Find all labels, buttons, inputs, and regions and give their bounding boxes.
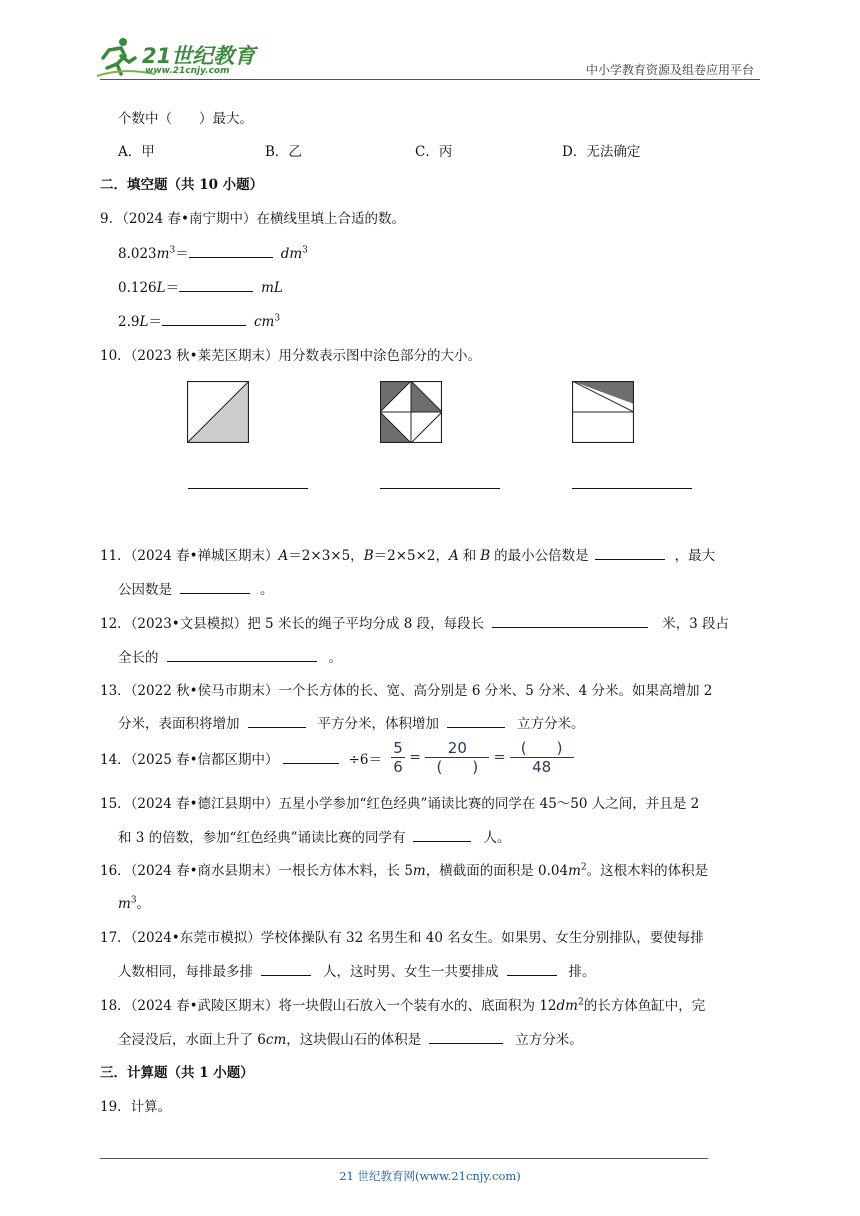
q16-line-1 xyxy=(100,859,708,879)
q18-unit-cm: cm xyxy=(265,1032,287,1048)
q9-r1-unit: m xyxy=(156,246,170,262)
q12-line-2 xyxy=(118,646,342,666)
q9-r3-eq: ＝ xyxy=(148,314,162,330)
q17-line-2 xyxy=(118,960,596,980)
q17-text-a: 人数相同，每排最多排 xyxy=(118,964,253,980)
q15-blank xyxy=(413,828,471,842)
q16-sup-3: 3 xyxy=(130,895,137,906)
q11-lcm-text: 的最小公倍数是 xyxy=(494,548,589,564)
section-2-title: 二．填空题（共 10 小题） xyxy=(100,177,264,193)
q11-lcm-blank xyxy=(595,546,665,560)
q16-unit-m2: m xyxy=(568,863,581,879)
q9-row-3 xyxy=(118,310,280,330)
q8-option-a: A．甲 xyxy=(118,144,155,160)
q15-line-2 xyxy=(118,826,510,846)
q10-answer-line-1 xyxy=(188,488,308,489)
q11-b-expr: ＝2×5×2， xyxy=(373,548,449,564)
q18-unit-dm: dm xyxy=(556,998,578,1014)
q8-option-b: B．乙 xyxy=(265,144,302,160)
q12-blank-2 xyxy=(167,648,317,662)
q14-frac-3 xyxy=(510,739,574,776)
q13-text-b: 平方分米，体积增加 xyxy=(317,716,439,732)
q9-r3-value: 2.9 xyxy=(118,314,140,330)
q9-r3-blank xyxy=(162,312,246,326)
q9-r1-eq: ＝ xyxy=(175,246,189,262)
q14-frac-2 xyxy=(425,739,489,776)
q18-text-e: 立方分米。 xyxy=(515,1032,583,1048)
q14-frac-2-den: ( ) xyxy=(436,758,479,776)
q14-line xyxy=(100,748,382,768)
q13-line-1: 13．（2022 秋•侯马市期末）一个长方体的长、宽、高分别是 6 分米、5 分米、4 分米。如果高增加 2 xyxy=(100,683,713,699)
q18-line-2 xyxy=(118,1028,583,1048)
q16-unit-m3: m xyxy=(118,896,131,912)
q15-text: 和 3 的倍数，参加“红色经典”诵读比赛的同学有 xyxy=(118,830,406,846)
q14-source: 14．（2025 春•信都区期中） xyxy=(100,752,279,768)
q14-frac-3-num: ( ) xyxy=(520,739,563,757)
q16-text-c: 。这根木料的体积是 xyxy=(586,863,709,879)
q18-text-a: 18．（2024 春•武陵区期末）将一块假山石放入一个装有水的、底面积为 12 xyxy=(100,998,557,1014)
q13-text-a: 分米，表面积将增加 xyxy=(118,716,240,732)
q10-figure-1 xyxy=(187,381,249,443)
q18-text-d: ，这块假山石的体积是 xyxy=(286,1032,422,1048)
section-3-title: 三．计算题（共 1 小题） xyxy=(100,1065,254,1081)
q16-text-b: ，横截面的面积是 0.04 xyxy=(425,863,569,879)
q9-stem: 9．（2024 春•南宁期中）在横线里填上合适的数。 xyxy=(100,211,405,227)
q17-blank-2 xyxy=(507,962,557,976)
q17-text-c: 排。 xyxy=(568,964,596,980)
q8-line: 个数中（ ）最大。 xyxy=(118,111,253,127)
q9-r2-unit-right: mL xyxy=(261,280,283,296)
q9-r2-eq: ＝ xyxy=(165,280,180,296)
q9-r3-unit: L xyxy=(139,314,149,330)
q14-eq-1: = xyxy=(409,749,422,766)
header-divider xyxy=(100,79,760,80)
q12-text: 12．（2023•文县模拟）把 5 米长的绳子平均分成 8 段，每段长 xyxy=(100,616,485,632)
q11-and: 和 xyxy=(462,548,477,564)
q12-end: 。 xyxy=(328,650,342,666)
q9-r1-unit-right: dm xyxy=(280,246,303,262)
q9-row-1 xyxy=(118,242,308,262)
q12-line-1 xyxy=(100,612,729,632)
q12-tail: 米，3 段占 xyxy=(662,616,729,632)
q11-line-2 xyxy=(118,578,274,598)
q10-answer-line-3 xyxy=(572,488,692,489)
q14-blank xyxy=(283,750,339,764)
q9-r1-sup: 3 xyxy=(169,245,176,256)
q11-var-a: A xyxy=(278,548,289,564)
q11-var-b-2: B xyxy=(480,548,491,564)
q11-tail: ，最大 xyxy=(674,548,716,564)
q11-a-expr: ＝2×3×5， xyxy=(288,548,364,564)
q10-figure-3 xyxy=(572,381,634,443)
q11-gcd-text: 公因数是 xyxy=(118,582,172,598)
logo-url: www.21cnjy.com xyxy=(145,66,230,76)
q16-line-2 xyxy=(118,892,150,912)
q13-blank-2 xyxy=(447,714,505,728)
q16-unit-m: m xyxy=(412,863,426,879)
q11-var-a-2: A xyxy=(449,548,459,564)
q16-sup-2: 2 xyxy=(580,862,587,873)
q18-text-c: 全浸没后，水面上升了 6 xyxy=(118,1032,266,1048)
q10-stem: 10．（2023 秋•莱芜区期末）用分数表示图中涂色部分的大小。 xyxy=(100,348,482,364)
footer-link[interactable]: 21 世纪教育网(www.21cnjy.com) xyxy=(339,1169,521,1183)
q11-var-b: B xyxy=(363,548,374,564)
q9-r3-unit-right: cm xyxy=(253,314,275,330)
q14-eq-2: = xyxy=(493,749,506,766)
q16-text-a: 16．（2024 春•商水县期末）一根长方体木料，长 5 xyxy=(100,863,413,879)
q12-blank-1 xyxy=(492,614,648,628)
header-platform-text: 中小学教育资源及组卷应用平台 xyxy=(585,63,754,77)
q9-r2-blank xyxy=(179,278,253,292)
q9-r1-blank xyxy=(189,244,273,258)
q13-blank-1 xyxy=(248,714,306,728)
q14-fractions xyxy=(391,739,574,776)
q14-frac-1 xyxy=(391,739,405,776)
q9-r2-unit: L xyxy=(156,280,166,296)
q19-stem: 19．计算。 xyxy=(100,1099,172,1115)
q18-text-b: 的长方体鱼缸中，完 xyxy=(583,998,706,1014)
q15-line-1: 15．（2024 春•德江县期中）五星小学参加“红色经典”诵读比赛的同学在 45～50 人之间，并且是 2 xyxy=(100,796,700,812)
q18-blank xyxy=(429,1030,503,1044)
q11-gcd-blank xyxy=(180,580,250,594)
q9-r3-sup-right: 3 xyxy=(274,313,281,324)
q10-figure-2 xyxy=(380,381,442,443)
q11-source: 11．（2024 春•禅城区期末） xyxy=(100,548,279,564)
q18-line-1 xyxy=(100,994,705,1014)
q13-line-2 xyxy=(118,712,585,732)
q8-option-d: D．无法确定 xyxy=(562,144,641,160)
q14-frac-1-num: 5 xyxy=(393,739,403,757)
q18-sup-2: 2 xyxy=(577,997,584,1008)
q14-div: ÷6＝ xyxy=(348,752,382,768)
q11-end: 。 xyxy=(260,582,274,598)
q14-frac-1-den: 6 xyxy=(393,758,403,776)
q17-blank-1 xyxy=(261,962,311,976)
q16-end: 。 xyxy=(136,896,151,912)
q9-r1-value: 8.023 xyxy=(118,246,157,262)
q12-text-2: 全长的 xyxy=(118,650,159,666)
q9-r2-value: 0.126 xyxy=(118,280,157,296)
q17-line-1: 17．（2024•东莞市模拟）学校体操队有 32 名男生和 40 名女生。如果男、女生分别排队，要使每排 xyxy=(100,930,704,946)
q8-option-c: C．丙 xyxy=(415,144,453,160)
q9-r1-sup-right: 3 xyxy=(302,245,308,256)
q13-text-c: 立方分米。 xyxy=(517,716,585,732)
q17-text-b: 人，这时男、女生一共要排成 xyxy=(323,964,499,980)
q14-frac-3-den: 48 xyxy=(532,758,552,776)
q11-line-1 xyxy=(100,544,715,564)
logo-text: 21世纪教育 xyxy=(142,44,256,68)
q14-frac-2-num: 20 xyxy=(447,739,467,757)
q10-answer-line-2 xyxy=(380,488,500,489)
footer-divider xyxy=(100,1158,708,1159)
q9-row-2 xyxy=(118,276,283,296)
q15-end: 人。 xyxy=(483,830,511,846)
